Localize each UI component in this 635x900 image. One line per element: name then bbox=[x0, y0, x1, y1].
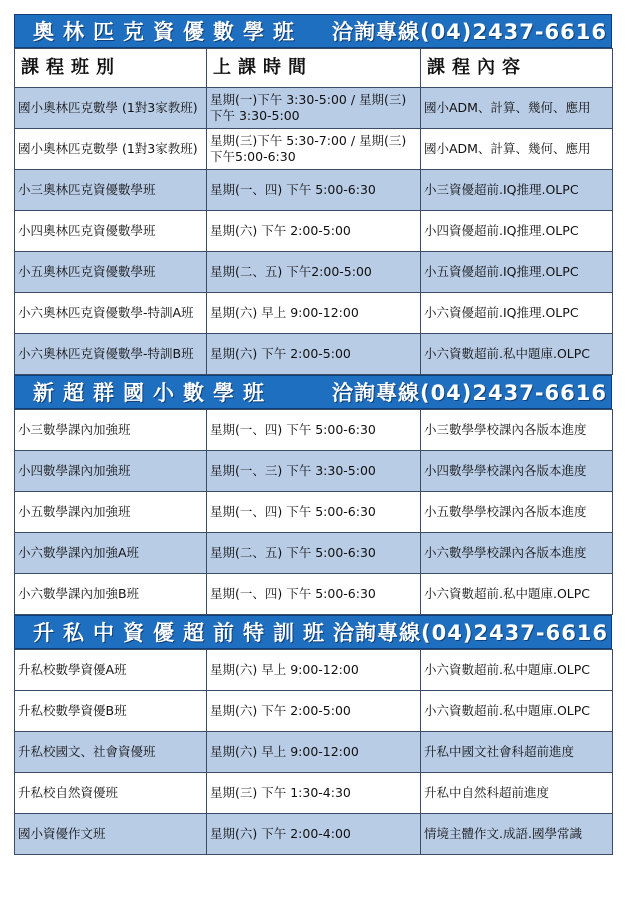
table-row bbox=[15, 293, 613, 334]
section-title: 升私中資優超前特訓班 bbox=[33, 621, 333, 645]
class-cell: 國小資優作文班 bbox=[15, 814, 207, 855]
class-cell: 小六數學課內加強A班 bbox=[15, 533, 207, 574]
table-row bbox=[15, 814, 613, 855]
class-cell: 國小奧林匹克數學 (1對3家教班) bbox=[15, 88, 207, 129]
class-cell: 小五數學課內加強班 bbox=[15, 492, 207, 533]
content-cell: 小三數學學校課內各版本進度 bbox=[421, 410, 613, 451]
class-cell: 小六奧林匹克資優數學-特訓B班 bbox=[15, 334, 207, 375]
table-row bbox=[15, 170, 613, 211]
schedule-table-olympiad bbox=[14, 48, 613, 375]
class-cell: 升私校數學資優B班 bbox=[15, 691, 207, 732]
section-banner-olympiad bbox=[14, 14, 612, 48]
class-cell: 小三數學課內加強班 bbox=[15, 410, 207, 451]
content-cell: 小五資優超前.IQ推理.OLPC bbox=[421, 252, 613, 293]
table-row bbox=[15, 492, 613, 533]
content-cell: 小四數學學校課內各版本進度 bbox=[421, 451, 613, 492]
table-row bbox=[15, 773, 613, 814]
time-cell: 星期(一、三) 下午 3:30-5:00 bbox=[207, 451, 421, 492]
table-row bbox=[15, 691, 613, 732]
table-row bbox=[15, 732, 613, 773]
table-row bbox=[15, 650, 613, 691]
section-phone: 洽詢專線(04)2437-6616 bbox=[331, 20, 607, 44]
section-title: 新超群國小數學班 bbox=[33, 381, 273, 405]
time-cell: 星期(一、四) 下午 5:00-6:30 bbox=[207, 410, 421, 451]
section-banner-elementary-math bbox=[14, 375, 612, 409]
class-cell: 小四數學課內加強班 bbox=[15, 451, 207, 492]
content-cell: 情境主體作文.成語.國學常識 bbox=[421, 814, 613, 855]
table-row bbox=[15, 334, 613, 375]
content-cell: 升私中自然科超前進度 bbox=[421, 773, 613, 814]
time-cell: 星期(六) 早上 9:00-12:00 bbox=[207, 650, 421, 691]
time-cell: 星期(一)下午 3:30-5:00 / 星期(三) 下午 3:30-5:00 bbox=[207, 88, 421, 129]
content-cell: 小三資優超前.IQ推理.OLPC bbox=[421, 170, 613, 211]
content-cell: 小六資數超前.私中題庫.OLPC bbox=[421, 334, 613, 375]
header-time: 上課時間 bbox=[207, 49, 421, 88]
table-row bbox=[15, 252, 613, 293]
time-cell: 星期(二、五) 下午 5:00-6:30 bbox=[207, 533, 421, 574]
table-row bbox=[15, 211, 613, 252]
content-cell: 小五數學學校課內各版本進度 bbox=[421, 492, 613, 533]
time-cell: 星期(六) 早上 9:00-12:00 bbox=[207, 293, 421, 334]
table-row bbox=[15, 574, 613, 615]
time-cell: 星期(六) 下午 2:00-4:00 bbox=[207, 814, 421, 855]
section-banner-private-school-prep bbox=[14, 615, 612, 649]
class-cell: 小六數學課內加強B班 bbox=[15, 574, 207, 615]
class-cell: 小六奧林匹克資優數學-特訓A班 bbox=[15, 293, 207, 334]
time-cell: 星期(三) 下午 1:30-4:30 bbox=[207, 773, 421, 814]
time-cell: 星期(一、四) 下午 5:00-6:30 bbox=[207, 574, 421, 615]
content-cell: 小六資數超前.私中題庫.OLPC bbox=[421, 691, 613, 732]
section-phone: 洽詢專線(04)2437-6616 bbox=[333, 621, 609, 645]
content-cell: 小六數學學校課內各版本進度 bbox=[421, 533, 613, 574]
table-row bbox=[15, 129, 613, 170]
schedule-table-elementary-math bbox=[14, 409, 613, 615]
content-cell: 小六資數超前.私中題庫.OLPC bbox=[421, 574, 613, 615]
content-cell: 國小ADM、計算、幾何、應用 bbox=[421, 88, 613, 129]
section-title: 奧林匹克資優數學班 bbox=[33, 20, 303, 44]
content-cell: 小四資優超前.IQ推理.OLPC bbox=[421, 211, 613, 252]
class-cell: 小四奧林匹克資優數學班 bbox=[15, 211, 207, 252]
time-cell: 星期(六) 下午 2:00-5:00 bbox=[207, 334, 421, 375]
class-cell: 小三奧林匹克資優數學班 bbox=[15, 170, 207, 211]
content-cell: 升私中國文社會科超前進度 bbox=[421, 732, 613, 773]
header-class: 課程班別 bbox=[15, 49, 207, 88]
time-cell: 星期(二、五) 下午2:00-5:00 bbox=[207, 252, 421, 293]
table-row bbox=[15, 410, 613, 451]
schedule-sheet bbox=[14, 14, 612, 855]
class-cell: 升私校自然資優班 bbox=[15, 773, 207, 814]
time-cell: 星期(六) 下午 2:00-5:00 bbox=[207, 211, 421, 252]
class-cell: 小五奧林匹克資優數學班 bbox=[15, 252, 207, 293]
content-cell: 國小ADM、計算、幾何、應用 bbox=[421, 129, 613, 170]
class-cell: 升私校國文、社會資優班 bbox=[15, 732, 207, 773]
table-header-row bbox=[15, 49, 613, 88]
time-cell: 星期(三)下午 5:30-7:00 / 星期(三) 下午5:00-6:30 bbox=[207, 129, 421, 170]
content-cell: 小六資數超前.私中題庫.OLPC bbox=[421, 650, 613, 691]
time-cell: 星期(六) 早上 9:00-12:00 bbox=[207, 732, 421, 773]
header-content: 課程內容 bbox=[421, 49, 613, 88]
time-cell: 星期(一、四) 下午 5:00-6:30 bbox=[207, 170, 421, 211]
schedule-table-private-school-prep bbox=[14, 649, 613, 855]
table-row bbox=[15, 533, 613, 574]
class-cell: 國小奧林匹克數學 (1對3家教班) bbox=[15, 129, 207, 170]
time-cell: 星期(六) 下午 2:00-5:00 bbox=[207, 691, 421, 732]
class-cell: 升私校數學資優A班 bbox=[15, 650, 207, 691]
time-cell: 星期(一、四) 下午 5:00-6:30 bbox=[207, 492, 421, 533]
content-cell: 小六資優超前.IQ推理.OLPC bbox=[421, 293, 613, 334]
section-phone: 洽詢專線(04)2437-6616 bbox=[331, 381, 607, 405]
table-row bbox=[15, 451, 613, 492]
table-row bbox=[15, 88, 613, 129]
